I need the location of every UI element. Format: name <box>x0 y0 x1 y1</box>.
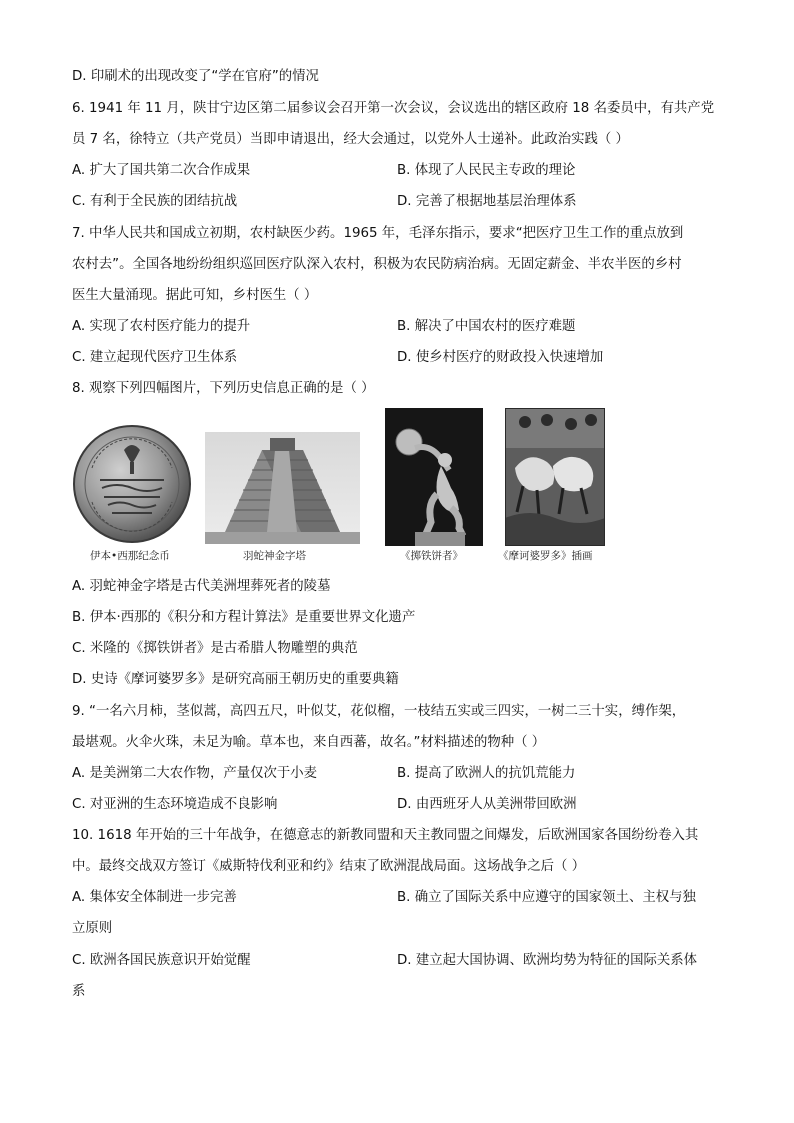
question-10-option-d-line-1: D. 建立起大国协调、欧洲均势为特征的国际关系体 <box>397 953 698 968</box>
question-7-stem-line-3: 医生大量涌现。据此可知，乡村医生（ ） <box>72 288 318 303</box>
question-7-option-a: A. 实现了农村医疗能力的提升 <box>72 319 251 334</box>
figure-caption-coin: 伊本•西那纪念币 <box>90 550 170 562</box>
question-10-option-d-line-2: 系 <box>72 984 86 999</box>
question-6-option-c: C. 有利于全民族的团结抗战 <box>72 194 238 209</box>
figure-coin <box>72 418 192 553</box>
question-9-option-d: D. 由西班牙人从美洲带回欧洲 <box>397 797 577 812</box>
question-9-option-a: A. 是美洲第二大农作物，产量仅次于小麦 <box>72 766 318 781</box>
question-8-option-b: B. 伊本·西那的《积分和方程计算法》是重要世界文化遗产 <box>72 610 416 625</box>
question-10-option-a: A. 集体安全体制进一步完善 <box>72 890 237 905</box>
figure-caption-discus-thrower: 《掷铁饼者》 <box>400 550 463 562</box>
question-8-stem: 8. 观察下列四幅图片，下列历史信息正确的是（ ） <box>72 381 375 396</box>
question-10-option-b-line-1: B. 确立了国际关系中应遵守的国家领土、主权与独 <box>397 890 696 905</box>
question-9-option-b: B. 提高了欧洲人的抗饥荒能力 <box>397 766 576 781</box>
question-6-option-b: B. 体现了人民民主专政的理论 <box>397 163 576 178</box>
question-9-stem-line-2: 最堪观。火伞火珠，未足为喻。草本也，来自西蕃，故名。”材料描述的物种（ ） <box>72 735 546 750</box>
question-7-option-d: D. 使乡村医疗的财政投入快速增加 <box>397 350 604 365</box>
question-8-option-c: C. 米隆的《掷铁饼者》是古希腊人物雕塑的典范 <box>72 641 358 656</box>
question-10-option-b-line-2: 立原则 <box>72 921 113 936</box>
question-7-option-c: C. 建立起现代医疗卫生体系 <box>72 350 238 365</box>
figure-caption-mahabharata: 《摩诃婆罗多》插画 <box>498 550 593 562</box>
figure-discus-thrower <box>385 408 483 546</box>
question-7-option-b: B. 解决了中国农村的医疗难题 <box>397 319 576 334</box>
question-6-stem-line-1: 6. 1941 年 11 月，陕甘宁边区第二届参议会召开第一次会议，会议选出的辖区政府 18 名委员中，有共产党 <box>72 101 715 116</box>
figure-caption-pyramid: 羽蛇神金字塔 <box>243 550 306 562</box>
question-6-option-d: D. 完善了根据地基层治理体系 <box>397 194 577 209</box>
question-10-option-c: C. 欧洲各国民族意识开始觉醒 <box>72 953 251 968</box>
question-7-stem-line-1: 7. 中华人民共和国成立初期，农村缺医少药。1965 年，毛泽东指示，要求“把医疗卫生工作的重点放到 <box>72 226 684 241</box>
question-10-stem-line-1: 10. 1618 年开始的三十年战争，在德意志的新教同盟和天主教同盟之间爆发，后欧洲国家各国纷纷卷入其 <box>72 828 699 843</box>
question-7-stem-line-2: 农村去”。全国各地纷纷组织巡回医疗队深入农村，积极为农民防病治病。无固定薪金、半农半医的乡村 <box>72 257 682 272</box>
question-10-stem-line-2: 中。最终交战双方签订《威斯特伐利亚和约》结束了欧洲混战局面。这场战争之后（ ） <box>72 859 586 874</box>
figure-mahabharata-illustration <box>505 408 605 546</box>
question-8-option-d: D. 史诗《摩诃婆罗多》是研究高丽王朝历史的重要典籍 <box>72 672 399 687</box>
question-9-stem-line-1: 9. “一名六月柿，茎似蒿，高四五尺，叶似艾，花似榴，一枝结五实或三四实，一树二三十实，缚作架， <box>72 704 686 719</box>
question-6-stem-line-2: 员 7 名，徐特立（共产党员）当即申请退出，经大会通过，以党外人士递补。此政治实践（ ） <box>72 132 629 147</box>
figure-pyramid <box>205 432 360 562</box>
question-6-option-a: A. 扩大了国共第二次合作成果 <box>72 163 251 178</box>
line-q5-option-d: D. 印刷术的出现改变了“学在官府”的情况 <box>72 69 319 84</box>
question-9-option-c: C. 对亚洲的生态环境造成不良影响 <box>72 797 278 812</box>
question-8-option-a: A. 羽蛇神金字塔是古代美洲埋葬死者的陵墓 <box>72 579 331 594</box>
